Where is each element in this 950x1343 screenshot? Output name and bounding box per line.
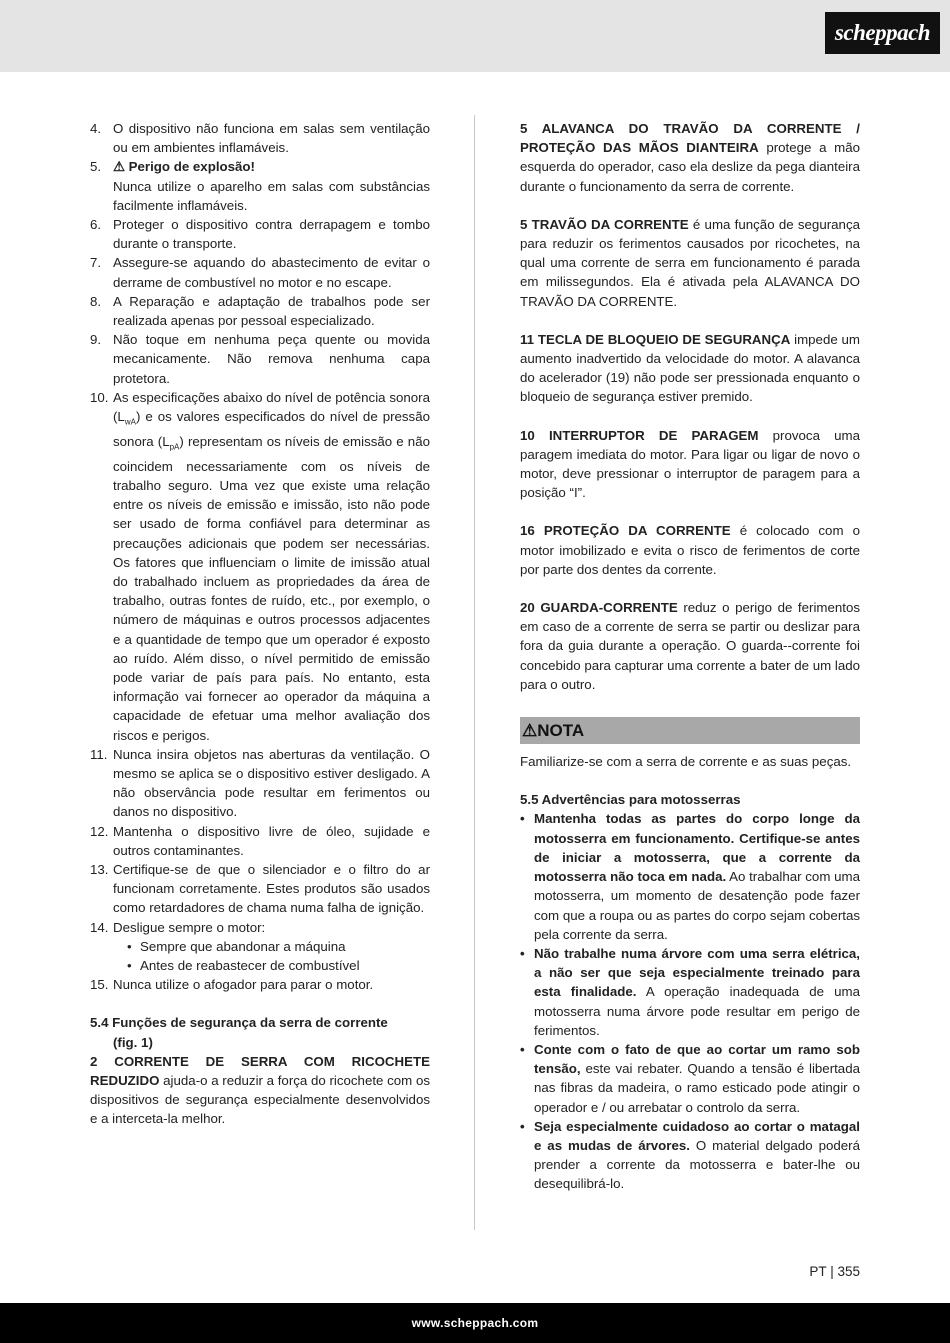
- page-number: PT | 355: [809, 1264, 860, 1279]
- list-item: • Mantenha todas as partes do corpo longe da motosserra em funcionamento. Certifique-se antes de iniciar a motosserra, que a corrente da motosserra não toca em nada. Ao trabalhar com uma motosserra, um momento de desatenção pode fazer com que a roupa ou as partes do corpo sejam cobertas pela corrente da serra.: [520, 809, 860, 943]
- column-divider: [474, 115, 475, 1230]
- feature-paragraph: 11 TECLA DE BLOQUEIO DE SEGURANÇA impede um aumento inadvertido da velocidade do motor. A alavanca do acelerador (19) não pode ser pressionada enquanto o bloqueio de segurança estiver premido.: [520, 331, 860, 405]
- list-item: 4. O dispositivo não funciona em salas sem ventilação ou em ambientes inflamáveis.: [90, 121, 430, 156]
- list-item: • Não trabalhe numa árvore com uma serra elétrica, a não ser que seja especialmente treinado para esta finalidade. A operação inadequada de uma motosserra numa árvore pode resultar em perigo de ferimentos.: [520, 944, 860, 1040]
- list-item: 5. ⚠ Perigo de explosão! Nunca utilize o aparelho em salas com substâncias facilmente inflamáveis.: [90, 159, 430, 213]
- feature-paragraph: 16 PROTEÇÃO DA CORRENTE é colocado com o motor imobilizado e evita o risco de ferimentos de corte por parte dos dentes da corrente.: [520, 523, 860, 577]
- list-item: 14. Desligue sempre o motor: • Sempre que abandonar a máquina • Antes de reabastecer de combustível: [90, 918, 430, 976]
- left-column: [90, 119, 430, 1129]
- chain-paragraph: 2 CORRENTE DE SERRA COM RICOCHETE REDUZIDO ajuda-o a reduzir a força do ricochete com os dispositivos de segurança especialmente desenvolvidos e a interceta-la melhor.: [90, 1053, 430, 1127]
- feature-paragraph: 10 INTERRUPTOR DE PARAGEM provoca uma paragem imediata do motor. Para ligar ou ligar de novo o motor, deve pressionar o interruptor de paragem para a posição “I”.: [520, 427, 860, 501]
- list-item: • Seja especialmente cuidadoso ao cortar o matagal e as mudas de árvores. O material delgado poderá prender a corrente da motosserra e bater-lhe ou desequilibrá-lo.: [520, 1117, 860, 1194]
- sub-list-item: • Sempre que abandonar a máquina: [127, 937, 430, 956]
- website-url: www.scheppach.com: [411, 1316, 539, 1330]
- section-heading-5-5: 5.5 Advertências para motosserras: [520, 792, 741, 808]
- list-item: 13. Certifique-se de que o silenciador e o filtro do ar funcionam corretamente. Estes produtos são usados como retardadores de chama numa falha de ignição.: [90, 862, 430, 916]
- safety-list: [90, 119, 430, 994]
- nota-text: Familiarize-se com a serra de corrente e as suas peças.: [520, 754, 852, 770]
- nota-bar: ⚠NOTA: [520, 717, 860, 744]
- right-column: [520, 119, 860, 1194]
- list-item: 8. A Reparação e adaptação de trabalhos pode ser realizada apenas por pessoal especializado.: [90, 293, 430, 329]
- warning-icon: ⚠: [522, 721, 538, 741]
- list-item: • Conte com o fato de que ao cortar um ramo sob tensão, este vai rebater. Quando a tensão é libertada nas fibras da madeira, o ramo esticado pode atingir o operador e / ou arrebatar o controlo da serra.: [520, 1040, 860, 1117]
- header-bar: [0, 0, 950, 72]
- list-item: 9. Não toque em nenhuma peça quente ou movida mecanicamente. Não remova nenhuma capa protetora.: [90, 332, 430, 386]
- list-item: 7. Assegure-se aquando do abastecimento de evitar o derrame de combustível no motor e no escape.: [90, 255, 430, 290]
- explosion-warning-title: Perigo de explosão!: [128, 159, 255, 175]
- brand-logo: scheppach: [825, 12, 940, 54]
- list-item: 11. Nunca insira objetos nas aberturas da ventilação. O mesmo se aplica se o dispositivo estiver desligado. A não observância pode resultar em ferimentos ou danos no dispositivo.: [90, 746, 430, 820]
- list-item: 6. Proteger o dispositivo contra derrapagem e tombo durante o transporte.: [90, 217, 430, 252]
- warning-icon: ⚠: [113, 159, 125, 175]
- feature-paragraph: 20 GUARDA-CORRENTE reduz o perigo de ferimentos em caso de a corrente de serra se partir ou deslizar para fora da guia durante a operação. O guarda--corrente foi concebido para capturar uma corrente a bater de um lado para o outro.: [520, 600, 861, 692]
- footer-bar: [0, 1303, 950, 1343]
- section-heading-5-4: 5.4 Funções de segurança da serra de corrente (fig. 1): [90, 1015, 388, 1050]
- feature-paragraph: 5 ALAVANCA DO TRAVÃO DA CORRENTE / PROTEÇÃO DAS MÃOS DIANTEIRA protege a mão esquerda do operador, caso ela deslize da pega dianteira durante o funcionamento da serra de corrente.: [520, 121, 860, 194]
- sub-list-item: • Antes de reabastecer de combustível: [127, 956, 430, 975]
- list-item: 12. Mantenha o dispositivo livre de óleo, sujidade e outros contaminantes.: [90, 823, 430, 858]
- list-item: 15. Nunca utilize o afogador para parar o motor.: [90, 977, 374, 993]
- sub-list: [113, 937, 430, 975]
- warnings-list: [520, 809, 860, 1193]
- feature-paragraph: 5 TRAVÃO DA CORRENTE é uma função de segurança para reduzir os ferimentos causados por ricochetes, na qual uma corrente de serra em funcionamento é parada em milissegundos. Ela é ativada pela ALAVANCA DO TRAVÃO DA CORRENTE.: [520, 216, 860, 309]
- list-item: 10. As especificações abaixo do nível de potência sonora $(L_{wA})$ e os valores especificados do nível de pressão sonora $(L_{pA})$ representam os níveis de emissão e não coincidem necessariamente com os níveis de trabalho seguro. Uma vez que existe uma relação entre os níveis de emissão e imissão, isto não pode ser usado de forma confiável para determinar as precauções adicionais que podem ser necessárias. Os fatores que influenciam o limite de imissão atual do trabalhado incluem as propriedades da área de trabalho, outras fontes de ruído, etc., por exemplo, o número de máquinas e outros processos adjacentes e a quantidade de tempo que um operador é exposto ao ruído. Além disso, o nível permitido de emissão pode variar de país para país. No entanto, esta informação vai fornecer ao operador da máquina a capacidade de efetuar uma melhor avaliação dos riscos e perigos.: [90, 389, 430, 743]
